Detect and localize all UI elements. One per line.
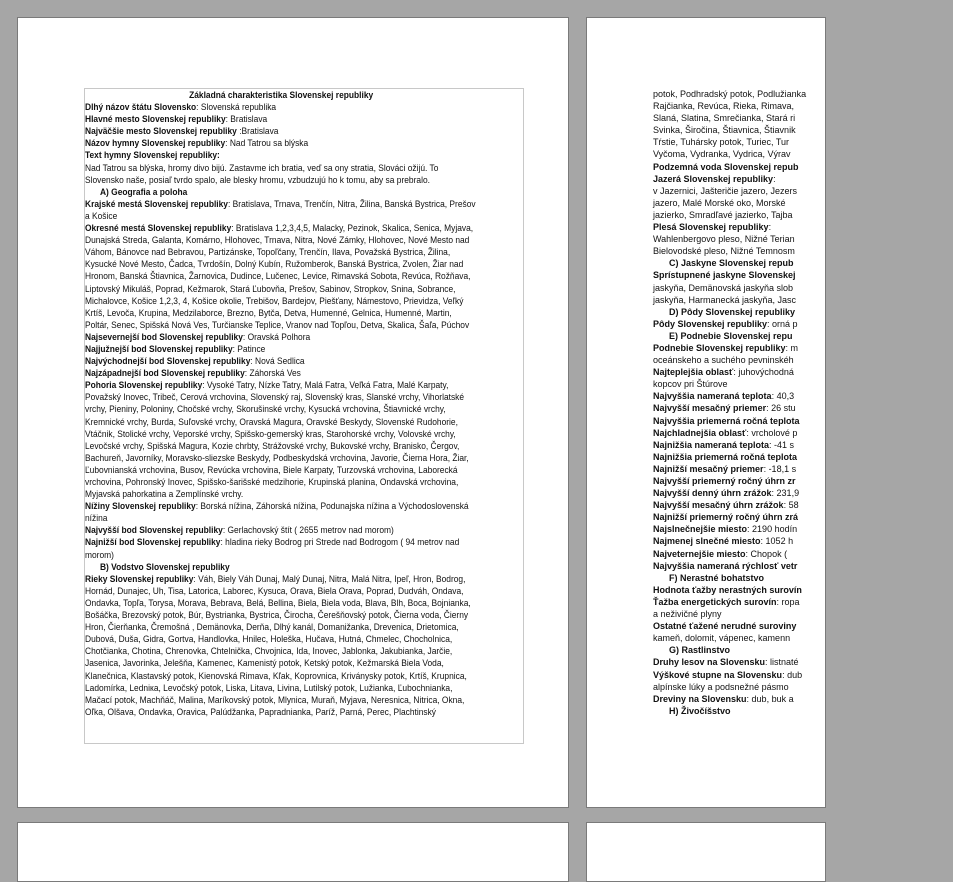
document-page-1 — [17, 17, 569, 808]
paragraph-west-point: Najzápadnejší bod Slovenskej republiky: Záhorská Ves — [85, 368, 301, 379]
paragraph-anthem-label: Text hymny Slovenskej republiky: — [85, 150, 220, 161]
caves-line: jaskyňa, Demänovská jaskyňa slob — [653, 282, 794, 293]
stat-line: Najvyššia nameraná teplota: 40,3 — [653, 391, 795, 402]
stat-line: Najnižšia priemerná ročná teplota — [653, 451, 798, 462]
paragraph-district-cities: Okresné mestá Slovenskej republiky: Bratislava 1,2,3,4,5, Malacky, Pezinok, Skalica, Senica, Myjava, Dunajská Streda, Galanta, Komárno, Hlohovec, Trnava, Nitra, Nové Zámky, Hlohovec, Nové Mesto nad Váhom, Bánovce nad Bebravou, Partizánske, Topoľčany, Trenčín, Ilava, Považská Bystrica, Žilina, Kysucké Nové Mesto, Čadca, Tvrdošín, Dolný Kubín, Ružomberok, Banská Bystrica, Zvolen, Žiar nad Hronom, Banská Štiavnica, Žarnovica, Dudince, Lučenec, Levice, Rimavská Sobota, Revúca, Rožňava, Liptovský Mikuláš, Poprad, Kežmarok, Stará Ľubovňa, Prešov, Sabinov, Stropkov, Snina, Sobrance, Michalovce, Košice 1,2,3, 4, Košice okolie, Trebišov, Bardejov, Piešťany, Námestovo, Prievidza, Veľký Krtíš, Levoča, Krupina, Medzilaborce, Brezno, Bytča, Detva, Humenné, Gelnica, Humenné, Martin, Poltár, Senec, Spišská Nová Ves, Turčianske Teplice, Vranov nad Topľou, Detva, Skalica, Šaľa, Púchov — [85, 223, 474, 330]
paragraph-soils: Pôdy Slovenskej republiky: orná p — [653, 318, 798, 329]
section-heading-e: E) Podnebie Slovenskej repu — [669, 330, 793, 341]
paragraph-highest-point: Najvyšší bod Slovenskej republiky: Gerlachovský štít ( 2655 metrov nad morom) — [85, 525, 394, 536]
stat-line: Najnižší priemerný ročný úhrn zrá — [653, 512, 799, 523]
section-heading-h: H) Živočíšstvo — [669, 705, 731, 716]
warmest-line: kopcov pri Štúrove — [653, 379, 728, 390]
document-title: Základná charakteristika Slovenskej republiky — [189, 90, 374, 100]
other-minerals-line: kameň, dolomit, vápenec, kamenn — [653, 633, 791, 644]
section-heading-g: G) Rastlinstvo — [669, 645, 731, 656]
climate-line: oceánskeho a suchého pevninskéh — [653, 355, 794, 366]
paragraph-rivers: Rieky Slovenskej republiky: Váh, Biely Váh Dunaj, Malý Dunaj, Nitra, Malá Nitra, Ipeľ, Hron, Bodrog, Hornád, Dunajec, Uh, Tisa, Latorica, Laborec, Kysuca, Orava, Biela Orava, Poprad, Dudváh, Ondava, Ondavka, Topľa, Torysa, Morava, Bebrava, Belá, Bellina, Biela, Biela voda, Blava, Blh, Boca, Bojnianka, Bošáčka, Brezovský potok, Búr, Bystrianka, Bystrica, Čirocha, Čerešňovský potok, Čierna voda, Čierny Hron, Čierňanka, Čremošná , Demänovka, Derňa, Dlhý kanál, Domanižanka, Drevenica, Drietomica, Dubová, Duša, Gidra, Gortva, Handlovka, Hnilec, Holeška, Hučava, Hutná, Chmelec, Chocholnica, Chotčianka, Chotina, Chrenovka, Chtelnička, Chvojnica, Ida, Inovec, Jablonka, Jakubianka, Jarčie, Jasenica, Javorinka, Jelešňa, Kamenec, Kamenistý potok, Ketský potok, Kežmarská Biela Voda, Klanečnica, Klastavský potok, Kienovská Rimava, Kľak, Koprovnica, Kriványsky potok, Krtíš, Krupnica, Ladomírka, Ledniка, Levočský potok, Liska, Litava, Livina, Lutilský potok, Lužianka, Ľubochnianka, Mačací potok, Machňáč, Malina, Maríkovský potok, Mlynica, Muraň, Myjava, Neresnica, Nitrica, Okna, Oľka, Olšava, Ondavka, Oravica, Palúdžanka, Papradnianka, Paríž, Parná, Perec, Plachtinský — [85, 573, 471, 717]
altitude-line: alpínske lúky a podsnežné pásmo — [653, 681, 789, 692]
paragraph-tarns: Plesá Slovenskej republiky: — [653, 222, 772, 233]
stat-line: Najnižší mesačný priemer: -18,1 s — [653, 463, 797, 474]
paragraph-other-minerals: Ostatné ťažené nerudné suroviny — [653, 621, 797, 632]
paragraph-north-point: Najsevernejší bod Slovenskej republiky: Oravská Polhora — [85, 331, 311, 342]
document-page-4 — [586, 822, 826, 882]
stat-line: Najslnečnejšie miesto: 2190 hodín — [653, 524, 798, 535]
section-heading-c: C) Jaskyne Slovenskej repub — [669, 258, 794, 269]
river-line: Svinka, Širočina, Štiavnica, Štiavnik — [653, 125, 796, 136]
paragraph-anthem-name: Názov hymny Slovenskej republiky: Nad Tatrou sa blýska — [85, 138, 309, 149]
stat-line: Najmenej slnečné miesto: 1052 h — [653, 536, 794, 547]
paragraph-lowlands: Nížiny Slovenskej republiky: Borská nížina, Záhorská nížina, Podunajska nížina a Východoslovenská nížina — [85, 501, 469, 524]
stat-line: Najvyšší mesačný priemer: 26 stu — [653, 403, 796, 414]
document-page-2 — [586, 17, 826, 808]
paragraph-warmest: Najteplejšia oblasť: juhovýchodná — [653, 367, 794, 378]
section-heading-a: A) Geografia a poloha — [99, 186, 188, 197]
stat-line: Najvyšší priemerný ročný úhrn zr — [653, 476, 796, 486]
page-1-text — [85, 89, 477, 718]
river-line: Vyčoma, Vydranka, Vydrica, Výrav — [653, 149, 791, 160]
stat-line: Najnižšia nameraná teplota: -41 s — [653, 439, 795, 450]
paragraph-south-point: Najjužnejší bod Slovenskej republiky: Patince — [85, 343, 266, 354]
energy-line: a neživičné plyny — [653, 609, 722, 620]
caves-line: jaskyňa, Harmanecká jaskyňa, Jasc — [653, 294, 797, 305]
section-heading-d: D) Pôdy Slovenskej republiky — [669, 306, 796, 317]
river-line: potok, Podhradský potok, Podlužianka — [653, 89, 807, 99]
paragraph-mining: Hodnota ťažby nerastných surovín — [653, 584, 802, 595]
lakes-line: jazierko, Smradľavé jazierko, Tajba — [653, 209, 793, 220]
paragraph-mountains: Pohoria Slovenskej republiky: Vysoké Tatry, Nízke Tatry, Malá Fatra, Veľká Fatra, Malé Karpaty, Považský Inovec, Tribeč, Cerová vrchovina, Slovenský raj, Slovenský kras, Slanské vrchy, Vihorlatské vrchy, Pieniny, Poloniny, Chočské vrchy, Skorušinské vrchy, Kysucká vrchovina, Štiavnické vrchy, Kremnické vrchy, Burda, Suľovské vrchy, Oravská Magura, Oravské Beskydy, Slovenské Rudohorie, Vtáčnik, Stolické vrchy, Veporské vrchy, Spišsko-gemerský kras, Starohorské vrchy, Volovské vrchy, Levočské vrchy, Spišská Magura, Kozie chrbty, Strážovské vrchy, Bukovské vrchy, Branisko, Čergov, Bachureň, Javorníky, Moravsko-sliezske Beskydy, Podbeskydská vrchovina, Javorie, Čierna Hora, Žiar, Ľubovnianská vrchovina, Busov, Revúcka vrchovina, Biele Karpaty, Turzovská vrchovina, Laborecká vrchovina, Pohronský Inovec, Spišsko-šarišské medzihorie, Krupinská planina, Ondavská vrchovina, Myjavská pahorkatina a Zemplínské vrchy. — [85, 380, 469, 500]
stat-line: Najvyššia priemerná ročná teplota — [653, 415, 800, 426]
paragraph-long-name: Dlhý názov štátu Slovensko: Slovenská republika — [85, 102, 277, 113]
paragraph-forests: Druhy lesov na Slovensku: listnaté — [653, 657, 799, 668]
paragraph-capital: Hlavné mesto Slovenskej republiky: Bratislava — [85, 114, 268, 125]
river-line: Slaná, Slatina, Smrečianka, Stará ri — [653, 113, 796, 124]
section-heading-f: F) Nerastné bohatstvo — [669, 572, 765, 583]
paragraph-regional-cities: Krajské mestá Slovenskej republiky: Bratislava, Trnava, Trenčín, Nitra, Žilina, Banská Bystrica, Prešov a Košice — [85, 198, 476, 221]
river-line: Rajčianka, Revúca, Rieka, Rimava, — [653, 101, 795, 112]
text-frame — [84, 88, 524, 744]
paragraph-climate: Podnebie Slovenskej republiky: m — [653, 342, 799, 353]
document-page-3 — [17, 822, 569, 882]
paragraph-trees: Dreviny na Slovensku: dub, buk a — [653, 693, 794, 704]
paragraph-lakes: Jazerá Slovenskej republiky: — [653, 173, 776, 184]
paragraph-anthem-text: Nad Tatrou sa blýska, hromy divo bijú. Zastavme ich bratia, veď sa ony stratia, Slováci ožijú. To Slovensko naše, posiaľ tvrdo spalo, ale blesky hromu, vzbudzujú ho k tomu, aby sa prebralo. — [85, 162, 439, 185]
lakes-line: jazero, Malé Morské oko, Morské — [653, 197, 786, 208]
stat-line: Najveternejšie miesto: Chopok ( — [653, 548, 788, 559]
lakes-line: v Jazernici, Jašteričie jazero, Jezers — [653, 185, 798, 196]
stat-line: Najvyšší denný úhrn zrážok: 231,9 — [653, 488, 800, 499]
river-line: Tŕstie, Tuhársky potok, Turiec, Tur — [653, 137, 790, 148]
paragraph-ground-water: Podzemná voda Slovenskej repub — [653, 161, 799, 172]
tarns-line: Bielovodské pleso, Nižné Temnosm — [653, 246, 795, 257]
stat-line: Najchladnejšia oblasť: vrcholové p — [653, 427, 798, 438]
paragraph-east-point: Najvýchodnejší bod Slovenskej republiky: Nová Sedlica — [85, 356, 305, 367]
paragraph-energy: Ťažba energetických surovín: ropa — [653, 596, 800, 607]
stat-line: Najvyššia nameraná rýchlosť vetr — [653, 560, 798, 571]
stat-line: Najvyšší mesačný úhrn zrážok: 58 — [653, 500, 799, 511]
section-heading-b: B) Vodstvo Slovenskej republiky — [99, 561, 230, 572]
page-2-text — [653, 88, 953, 717]
paragraph-largest-city: Najväčšie mesto Slovenskej republiky :Bratislava — [85, 126, 279, 137]
paragraph-lowest-point: Najnižší bod Slovenskej republiky: hladina rieky Bodrog pri Strede nad Bodrogom ( 94 metrov nad morom) — [85, 537, 460, 560]
paragraph-altitude: Výškové stupne na Slovensku: dub — [653, 669, 803, 680]
paragraph-caves: Sprístupnené jaskyne Slovenskej — [653, 270, 796, 281]
tarns-line: Wahlenbergovo pleso, Nižné Terian — [653, 234, 795, 245]
